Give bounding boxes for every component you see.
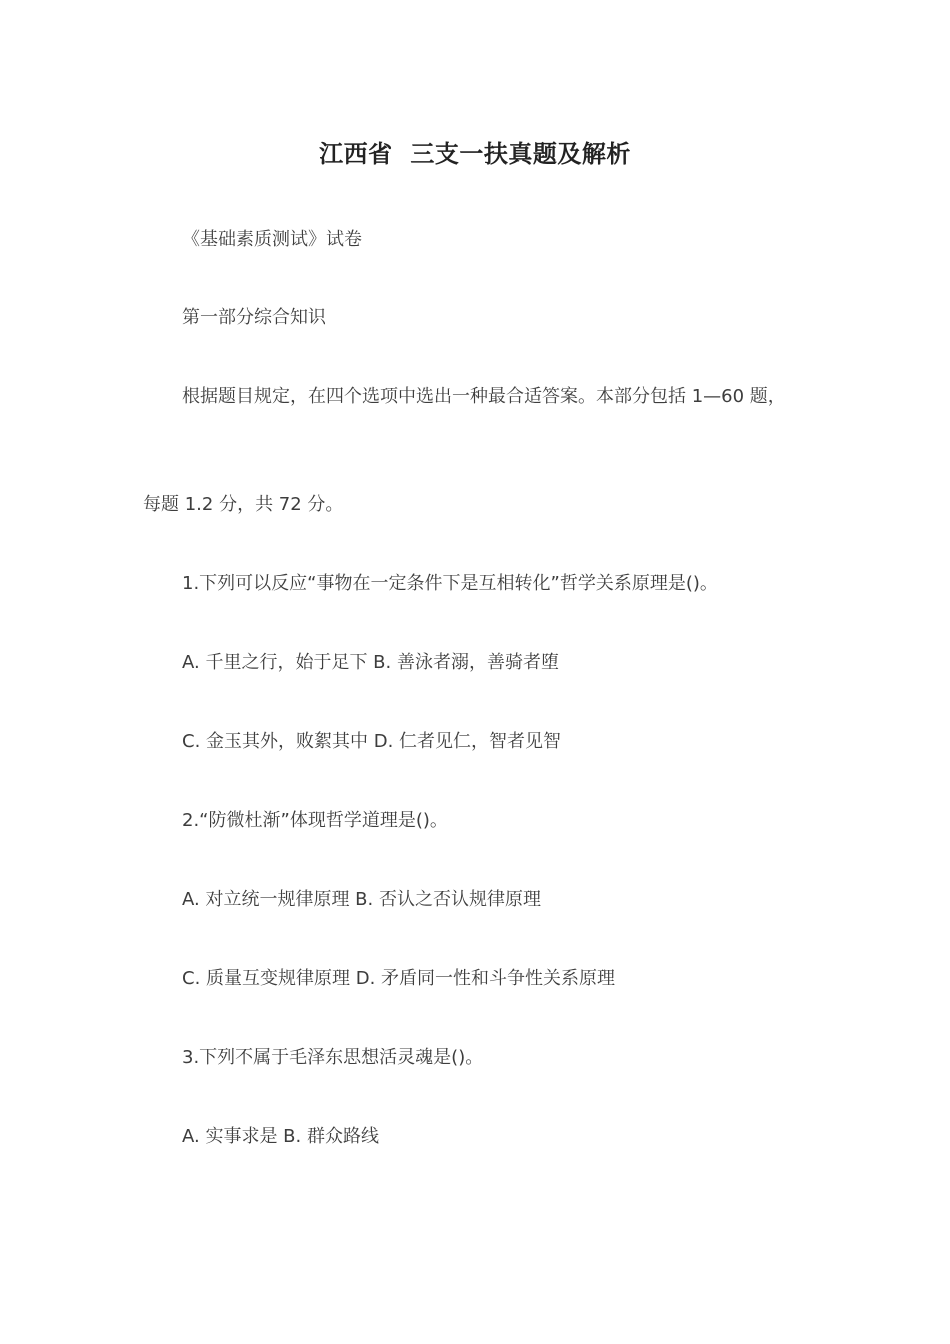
exam-paper-name: 《基础素质测试》试卷 [182,229,362,250]
instructions-text-continued: 每题 1.2 分，共 72 分。 [143,494,344,515]
question-options: A. 对立统一规律原理 B. 否认之否认规律原理 [182,889,541,910]
question-options: A. 千里之行，始于足下 B. 善泳者溺，善骑者堕 [182,652,559,673]
page-title: 江西省 三支一扶真题及解析 [319,140,631,168]
question-stem: 2.“防微杜渐”体现哲学道理是()。 [182,810,448,831]
question-options: A. 实事求是 B. 群众路线 [182,1126,379,1147]
section-heading: 第一部分综合知识 [182,307,326,328]
question-stem: 1.下列可以反应“事物在一定条件下是互相转化”哲学关系原理是()。 [182,573,718,594]
instructions-text: 根据题目规定，在四个选项中选出一种最合适答案。本部分包括 1—60 题， [182,386,786,407]
question-stem: 3.下列不属于毛泽东思想活灵魂是()。 [182,1047,484,1068]
question-options: C. 金玉其外，败絮其中 D. 仁者见仁，智者见智 [182,731,562,752]
question-options: C. 质量互变规律原理 D. 矛盾同一性和斗争性关系原理 [182,968,616,989]
